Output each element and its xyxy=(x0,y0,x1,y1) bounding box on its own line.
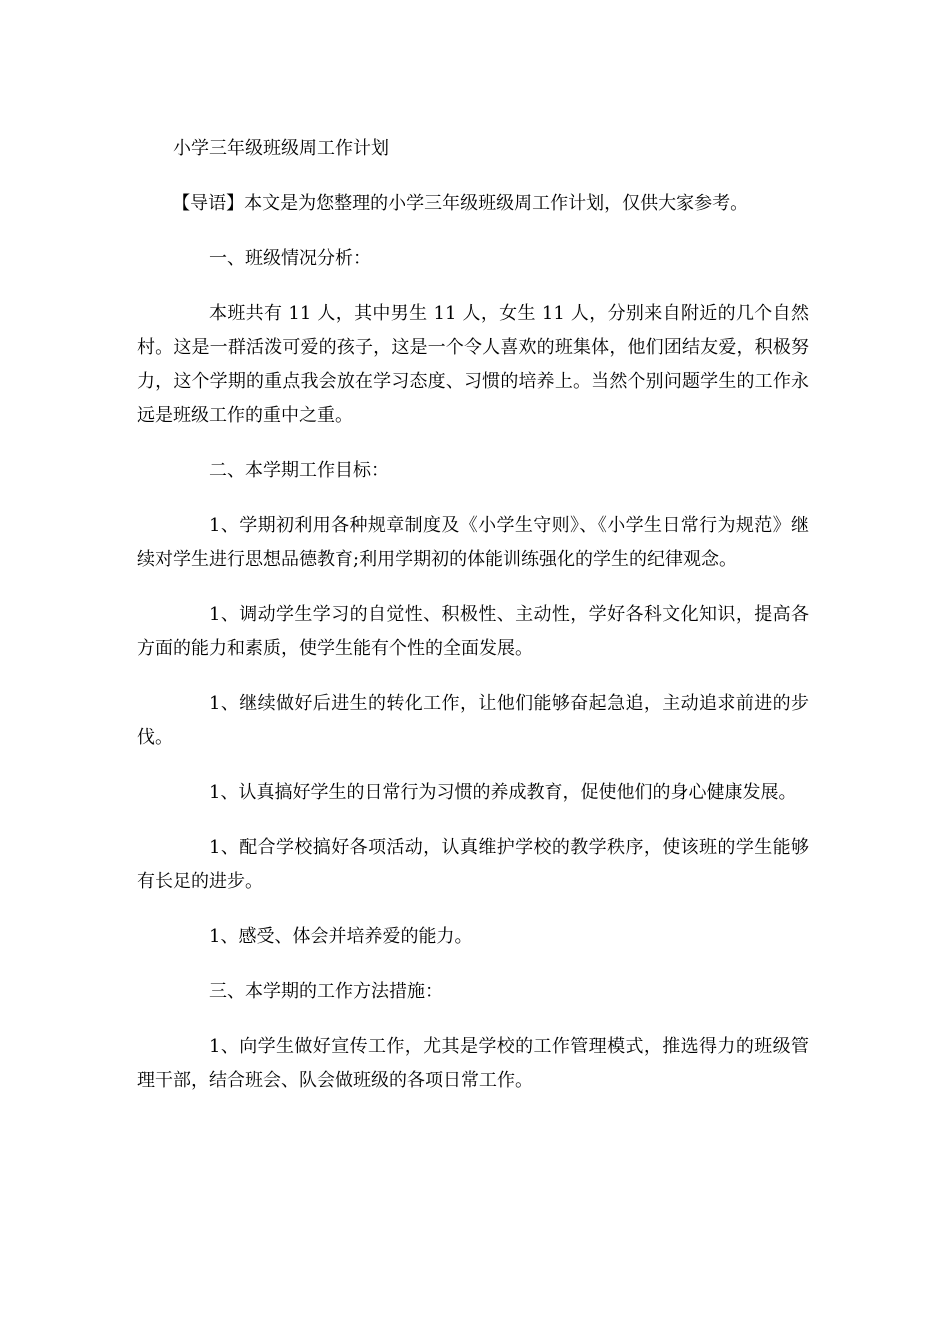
section-heading-goals: 二、本学期工作目标： xyxy=(209,460,389,481)
goal-item: 1、认真搞好学生的日常行为习惯的养成教育，促使他们的身心健康发展。 xyxy=(209,782,797,803)
section-heading-methods: 三、本学期的工作方法措施： xyxy=(209,981,443,1002)
goal-item: 1、调动学生学习的自觉性、积极性、主动性，学好各科文化知识，提高各方面的能力和素质，使学生能有个性的全面发展。 xyxy=(137,604,809,659)
goal-item: 1、配合学校搞好各项活动，认真维护学校的教学秩序，使该班的学生能够有长足的进步。 xyxy=(137,837,809,892)
document-title: 小学三年级班级周工作计划 xyxy=(173,138,389,159)
class-analysis-paragraph: 本班共有 11 人，其中男生 11 人，女生 11 人，分别来自附近的几个自然村。这是一群活泼可爱的孩子，这是一个令人喜欢的班集体，他们团结友爱，积极努力，这个学期的重点我会放在学习态度、习惯的培养上。当然个别问题学生的工作永远是班级工作的重中之重。 xyxy=(137,303,809,426)
goal-item: 1、学期初利用各种规章制度及《小学生守则》、《小学生日常行为规范》继续对学生进行思想品德教育;利用学期初的体能训练强化的学生的纪律观念。 xyxy=(137,515,809,570)
intro-paragraph: 【导语】本文是为您整理的小学三年级班级周工作计划，仅供大家参考。 xyxy=(172,193,749,214)
section-heading-class-analysis: 一、班级情况分析： xyxy=(209,248,371,269)
method-item: 1、向学生做好宣传工作，尤其是学校的工作管理模式，推选得力的班级管理干部，结合班会、队会做班级的各项日常工作。 xyxy=(137,1036,809,1091)
document-body xyxy=(137,132,809,1119)
goal-item: 1、感受、体会并培养爱的能力。 xyxy=(209,926,473,947)
goal-item: 1、继续做好后进生的转化工作，让他们能够奋起急追，主动追求前进的步伐。 xyxy=(137,693,809,748)
